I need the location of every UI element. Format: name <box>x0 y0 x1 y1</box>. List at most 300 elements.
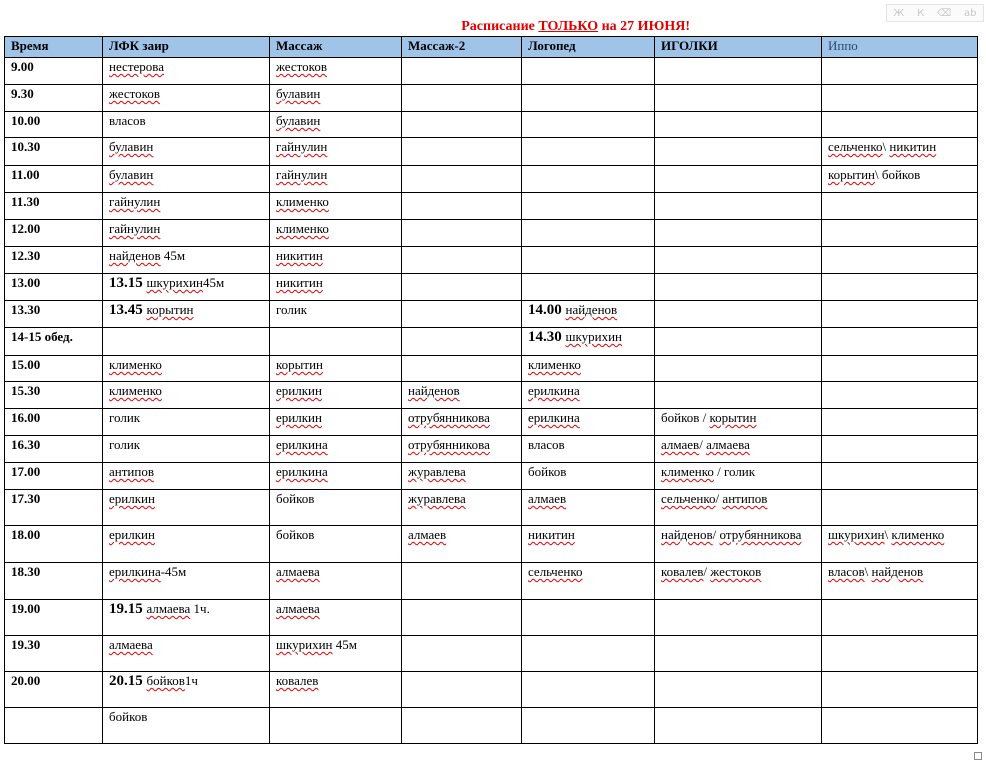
schedule-cell[interactable] <box>522 526 655 563</box>
schedule-cell[interactable] <box>103 490 270 526</box>
schedule-cell[interactable] <box>402 274 522 301</box>
cell-text: клименко <box>661 464 714 479</box>
cell-text: ерилкина <box>109 564 161 579</box>
schedule-cell[interactable] <box>270 301 402 328</box>
time-cell[interactable]: 17.00 <box>5 463 103 490</box>
title-highlight: ТОЛЬКО <box>538 19 599 34</box>
schedule-cell[interactable] <box>655 409 822 436</box>
schedule-cell[interactable] <box>270 563 402 600</box>
schedule-cell[interactable] <box>103 112 270 138</box>
table-row <box>5 563 978 600</box>
column-header[interactable]: Массаж <box>270 37 402 58</box>
schedule-cell[interactable] <box>103 193 270 220</box>
time-cell[interactable]: 16.30 <box>5 436 103 463</box>
schedule-cell[interactable] <box>270 436 402 463</box>
schedule-cell[interactable] <box>402 636 522 672</box>
schedule-cell[interactable] <box>402 409 522 436</box>
time-cell[interactable]: 10.30 <box>5 138 103 166</box>
cell-text: ерилкина <box>276 464 328 479</box>
cell-text: алмаева <box>706 437 750 452</box>
schedule-body <box>5 58 978 744</box>
schedule-cell[interactable] <box>270 112 402 138</box>
schedule-cell[interactable] <box>402 526 522 563</box>
cell-text: никитин <box>889 139 937 154</box>
schedule-cell[interactable] <box>402 166 522 193</box>
cell-text: \ <box>884 527 892 542</box>
column-header[interactable]: Логопед <box>522 37 655 58</box>
cell-text: клименко <box>276 221 329 236</box>
schedule-cell[interactable] <box>270 708 402 744</box>
schedule-cell[interactable] <box>270 636 402 672</box>
schedule-cell[interactable] <box>402 490 522 526</box>
cell-text: шкурихин <box>828 527 885 542</box>
cell-text: 13.45 <box>109 302 147 318</box>
schedule-cell[interactable] <box>103 600 270 636</box>
cell-text: булавин <box>109 167 154 182</box>
cell-text: клименко <box>891 527 945 542</box>
table-row <box>5 58 978 85</box>
cell-text: / <box>703 564 711 579</box>
schedule-cell[interactable] <box>103 220 270 247</box>
table-row <box>5 247 978 274</box>
schedule-cell[interactable] <box>655 636 822 672</box>
cell-text: отрубянникова <box>408 437 490 452</box>
schedule-cell[interactable] <box>522 490 655 526</box>
schedule-cell[interactable] <box>103 356 270 382</box>
schedule-cell[interactable] <box>655 301 822 328</box>
time-cell[interactable]: 18.00 <box>5 526 103 563</box>
schedule-cell[interactable] <box>655 356 822 382</box>
cell-text: гайнулин <box>276 167 328 182</box>
schedule-cell[interactable] <box>822 526 978 563</box>
schedule-cell[interactable] <box>103 526 270 563</box>
schedule-cell[interactable] <box>103 409 270 436</box>
schedule-cell[interactable] <box>822 600 978 636</box>
schedule-cell[interactable] <box>822 409 978 436</box>
schedule-cell[interactable] <box>822 112 978 138</box>
cell-text: корытин <box>276 357 323 372</box>
schedule-cell[interactable] <box>270 138 402 166</box>
column-header[interactable]: ЛФК заир <box>103 37 270 58</box>
schedule-cell[interactable] <box>402 600 522 636</box>
table-row <box>5 274 978 301</box>
cell-text: голик <box>276 302 308 317</box>
cell-text: клименко <box>109 357 162 372</box>
schedule-cell[interactable] <box>270 166 402 193</box>
schedule-cell[interactable] <box>103 138 270 166</box>
time-cell[interactable]: 20.00 <box>5 672 103 708</box>
table-row <box>5 112 978 138</box>
cell-text: алмаев <box>528 491 567 506</box>
time-cell[interactable]: 15.00 <box>5 356 103 382</box>
cell-text: никитин <box>528 527 575 542</box>
table-row <box>5 672 978 708</box>
schedule-cell[interactable] <box>270 490 402 526</box>
cell-text: гайнулин <box>276 139 328 154</box>
cell-text: корытин <box>828 167 875 182</box>
time-cell[interactable]: 19.30 <box>5 636 103 672</box>
cell-text: 1ч <box>184 673 198 688</box>
cell-text: 1ч. <box>190 601 210 616</box>
schedule-cell[interactable] <box>822 193 978 220</box>
cell-text: 45м <box>203 275 225 290</box>
schedule-cell[interactable] <box>822 636 978 672</box>
schedule-cell[interactable] <box>270 220 402 247</box>
schedule-cell[interactable] <box>270 328 402 356</box>
schedule-cell[interactable] <box>103 463 270 490</box>
schedule-cell[interactable] <box>402 436 522 463</box>
cell-text: найденов <box>109 248 161 263</box>
table-row <box>5 328 978 356</box>
table-row <box>5 220 978 247</box>
cell-text: жестоков <box>710 564 762 579</box>
schedule-cell[interactable] <box>522 708 655 744</box>
cell-text: 13.15 <box>109 275 147 291</box>
cell-text: антипов <box>109 464 154 479</box>
schedule-cell[interactable] <box>270 193 402 220</box>
schedule-cell[interactable] <box>822 490 978 526</box>
cell-text: бойков <box>146 673 185 688</box>
schedule-cell[interactable] <box>402 563 522 600</box>
cell-text: алмаева <box>146 601 191 616</box>
cell-text: 20.15 <box>109 673 147 689</box>
schedule-cell[interactable] <box>270 526 402 563</box>
cell-text: ерилкина <box>276 437 328 452</box>
cell-text: 14.30 <box>528 329 566 345</box>
time-cell[interactable]: 19.00 <box>5 600 103 636</box>
schedule-cell[interactable] <box>522 563 655 600</box>
schedule-cell[interactable] <box>522 85 655 112</box>
table-resize-handle[interactable] <box>974 752 982 760</box>
cell-text: ерилкина <box>528 410 580 425</box>
time-cell[interactable]: 10.00 <box>5 112 103 138</box>
schedule-cell[interactable] <box>103 563 270 600</box>
time-cell[interactable]: 16.00 <box>5 409 103 436</box>
cell-text: \ <box>864 564 872 579</box>
schedule-cell[interactable] <box>270 382 402 409</box>
schedule-cell[interactable] <box>522 600 655 636</box>
schedule-cell[interactable] <box>103 436 270 463</box>
cell-text: найденов <box>661 527 713 542</box>
cell-text: ерилкин <box>109 527 155 542</box>
schedule-cell[interactable] <box>402 193 522 220</box>
schedule-cell[interactable] <box>822 672 978 708</box>
bold-icon[interactable]: Ж <box>893 7 905 19</box>
schedule-cell[interactable] <box>103 247 270 274</box>
cell-text: гайнулин <box>109 221 161 236</box>
schedule-cell[interactable] <box>103 708 270 744</box>
schedule-cell[interactable] <box>822 708 978 744</box>
cell-text: ерилкин <box>109 491 155 506</box>
table-row <box>5 409 978 436</box>
schedule-cell[interactable] <box>822 138 978 166</box>
schedule-cell[interactable] <box>822 328 978 356</box>
header-row <box>5 37 978 58</box>
schedule-cell[interactable] <box>655 193 822 220</box>
schedule-cell[interactable] <box>522 636 655 672</box>
table-row <box>5 526 978 563</box>
time-cell[interactable]: 17.30 <box>5 490 103 526</box>
schedule-cell[interactable] <box>270 247 402 274</box>
schedule-cell[interactable] <box>655 672 822 708</box>
cell-text: шкурихин <box>276 637 333 652</box>
table-row <box>5 463 978 490</box>
table-row <box>5 600 978 636</box>
cell-text: отрубянникова <box>719 527 802 542</box>
cell-text: / <box>712 527 720 542</box>
cell-text: гайнулин <box>109 194 161 209</box>
schedule-cell[interactable] <box>822 85 978 112</box>
cell-text: 19.15 <box>109 601 147 617</box>
cell-text: \ <box>882 139 890 154</box>
cell-text: бойков <box>276 491 315 506</box>
column-header[interactable]: ИГОЛКИ <box>655 37 822 58</box>
cell-text: булавин <box>109 139 154 154</box>
schedule-cell[interactable] <box>655 463 822 490</box>
cell-text: нестерова <box>109 59 165 74</box>
cell-text: ковалев <box>661 564 704 579</box>
schedule-cell[interactable] <box>655 563 822 600</box>
schedule-cell[interactable] <box>655 490 822 526</box>
schedule-cell[interactable] <box>522 274 655 301</box>
cell-text: журавлева <box>408 491 466 506</box>
cell-text: булавин <box>276 113 321 128</box>
schedule-cell[interactable] <box>103 636 270 672</box>
cell-text: антипов <box>722 491 768 506</box>
schedule-cell[interactable] <box>402 247 522 274</box>
time-cell[interactable]: 12.30 <box>5 247 103 274</box>
time-cell[interactable]: 9.00 <box>5 58 103 85</box>
schedule-cell[interactable] <box>522 328 655 356</box>
column-header[interactable]: Время <box>5 37 103 58</box>
schedule-cell[interactable] <box>270 85 402 112</box>
schedule-cell[interactable] <box>522 301 655 328</box>
cell-text: \ бойков <box>875 167 921 182</box>
cell-text: алмаев <box>661 437 700 452</box>
schedule-cell[interactable] <box>655 58 822 85</box>
table-row <box>5 708 978 744</box>
schedule-cell[interactable] <box>822 301 978 328</box>
time-cell[interactable]: 13.00 <box>5 274 103 301</box>
highlight-icon[interactable]: ab <box>964 7 977 19</box>
schedule-cell[interactable] <box>822 247 978 274</box>
cell-text: сельченко <box>528 564 583 579</box>
cell-text: бойков <box>276 527 315 542</box>
schedule-cell[interactable] <box>522 436 655 463</box>
cell-text: власов <box>828 564 865 579</box>
schedule-cell[interactable] <box>655 382 822 409</box>
schedule-cell[interactable] <box>270 274 402 301</box>
schedule-cell[interactable] <box>402 301 522 328</box>
cell-text: найденов <box>408 383 460 398</box>
schedule-cell[interactable] <box>270 672 402 708</box>
cell-text: отрубянникова <box>408 410 490 425</box>
schedule-cell[interactable] <box>822 563 978 600</box>
cell-text: бойков <box>109 709 148 724</box>
schedule-cell[interactable] <box>103 166 270 193</box>
schedule-cell[interactable] <box>822 463 978 490</box>
schedule-cell[interactable] <box>655 166 822 193</box>
schedule-cell[interactable] <box>103 328 270 356</box>
schedule-cell[interactable] <box>402 708 522 744</box>
table-row <box>5 85 978 112</box>
schedule-cell[interactable] <box>822 356 978 382</box>
schedule-cell[interactable] <box>822 436 978 463</box>
schedule-cell[interactable] <box>655 600 822 636</box>
cell-text: найденов <box>871 564 924 579</box>
cell-text: голик <box>109 410 141 425</box>
column-header[interactable]: Массаж-2 <box>402 37 522 58</box>
schedule-cell[interactable] <box>655 328 822 356</box>
schedule-cell[interactable] <box>402 58 522 85</box>
cell-text: булавин <box>276 86 321 101</box>
cell-text: ерилкин <box>276 410 322 425</box>
schedule-cell[interactable] <box>522 356 655 382</box>
cell-text: клименко <box>276 194 329 209</box>
schedule-cell[interactable] <box>103 672 270 708</box>
cell-text: алмаева <box>109 637 153 652</box>
cell-text: ковалев <box>276 673 319 688</box>
schedule-cell[interactable] <box>402 672 522 708</box>
title-prefix: Расписание <box>461 19 539 34</box>
cell-text: алмаева <box>276 601 320 616</box>
cell-text: шкурихин <box>146 275 204 290</box>
schedule-cell[interactable] <box>402 112 522 138</box>
cell-text: власов <box>109 113 146 128</box>
title-suffix: на 27 ИЮНЯ! <box>598 19 690 34</box>
cell-text: корытин <box>709 410 757 425</box>
schedule-cell[interactable] <box>522 672 655 708</box>
schedule-cell[interactable] <box>522 58 655 85</box>
schedule-cell[interactable] <box>270 409 402 436</box>
table-row <box>5 138 978 166</box>
cell-text: -45м <box>160 564 187 579</box>
schedule-cell[interactable] <box>270 356 402 382</box>
table-row <box>5 382 978 409</box>
schedule-cell[interactable] <box>655 112 822 138</box>
schedule-cell[interactable] <box>822 220 978 247</box>
cell-text: ерилкина <box>528 383 580 398</box>
time-cell[interactable] <box>5 708 103 744</box>
cell-text: никитин <box>276 275 323 290</box>
italic-icon[interactable]: К <box>917 7 925 19</box>
schedule-cell[interactable] <box>402 220 522 247</box>
schedule-cell[interactable] <box>822 166 978 193</box>
schedule-cell[interactable] <box>103 382 270 409</box>
schedule-cell[interactable] <box>522 112 655 138</box>
table-row <box>5 356 978 382</box>
schedule-cell[interactable] <box>402 85 522 112</box>
schedule-cell[interactable] <box>402 138 522 166</box>
schedule-cell[interactable] <box>103 274 270 301</box>
time-cell[interactable]: 13.30 <box>5 301 103 328</box>
time-cell[interactable]: 11.30 <box>5 193 103 220</box>
cell-text: никитин <box>276 248 323 263</box>
schedule-cell[interactable] <box>822 58 978 85</box>
schedule-cell[interactable] <box>822 382 978 409</box>
table-row <box>5 301 978 328</box>
cell-text: жестоков <box>276 59 327 74</box>
schedule-cell[interactable] <box>655 436 822 463</box>
time-cell[interactable]: 15.30 <box>5 382 103 409</box>
cell-text: сельченко <box>828 139 883 154</box>
schedule-table <box>4 36 978 744</box>
table-row <box>5 166 978 193</box>
schedule-cell[interactable] <box>402 382 522 409</box>
schedule-cell[interactable] <box>822 274 978 301</box>
cell-text: сельченко <box>661 491 716 506</box>
schedule-cell[interactable] <box>270 600 402 636</box>
schedule-cell[interactable] <box>522 247 655 274</box>
cell-text: алмаева <box>276 564 320 579</box>
schedule-cell[interactable] <box>522 166 655 193</box>
schedule-cell[interactable] <box>522 463 655 490</box>
schedule-cell[interactable] <box>655 85 822 112</box>
cell-text: власов <box>528 437 565 452</box>
schedule-cell[interactable] <box>522 138 655 166</box>
cell-text: корытин <box>146 302 194 317</box>
time-cell[interactable]: 18.30 <box>5 563 103 600</box>
cell-text: 14.00 <box>528 302 566 318</box>
cell-text: голик <box>109 437 141 452</box>
cell-text: бойков / <box>661 410 710 425</box>
schedule-cell[interactable] <box>103 301 270 328</box>
time-cell[interactable]: 9.30 <box>5 85 103 112</box>
schedule-cell[interactable] <box>402 328 522 356</box>
cell-text: / <box>699 437 707 452</box>
schedule-cell[interactable] <box>270 463 402 490</box>
column-header[interactable]: Иппо <box>822 37 978 58</box>
eraser-icon[interactable]: ⌫ <box>937 7 952 19</box>
table-row <box>5 436 978 463</box>
schedule-cell[interactable] <box>655 247 822 274</box>
table-row <box>5 490 978 526</box>
schedule-cell[interactable] <box>655 274 822 301</box>
schedule-cell[interactable] <box>103 58 270 85</box>
cell-text: шкурихин <box>565 329 623 344</box>
cell-text: / <box>715 491 723 506</box>
schedule-cell[interactable] <box>522 382 655 409</box>
cell-text: ерилкин <box>276 383 322 398</box>
cell-text: бойков <box>528 464 567 479</box>
cell-text: / голик <box>713 464 756 479</box>
schedule-cell[interactable] <box>103 85 270 112</box>
cell-text: клименко <box>109 383 162 398</box>
schedule-cell[interactable] <box>522 409 655 436</box>
time-cell[interactable]: 11.00 <box>5 166 103 193</box>
page-title <box>0 18 986 36</box>
table-row <box>5 636 978 672</box>
schedule-cell[interactable] <box>522 193 655 220</box>
cell-text: 45м <box>160 248 186 263</box>
time-cell[interactable]: 12.00 <box>5 220 103 247</box>
schedule-cell[interactable] <box>402 356 522 382</box>
schedule-cell[interactable] <box>402 463 522 490</box>
schedule-cell[interactable] <box>655 526 822 563</box>
schedule-cell[interactable] <box>522 220 655 247</box>
schedule-cell[interactable] <box>655 220 822 247</box>
cell-text: алмаев <box>408 527 447 542</box>
schedule-cell[interactable] <box>655 708 822 744</box>
schedule-cell[interactable] <box>655 138 822 166</box>
cell-text: жестоков <box>109 86 160 101</box>
schedule-cell[interactable] <box>270 58 402 85</box>
time-cell[interactable]: 14-15 обед. <box>5 328 103 356</box>
cell-text: клименко <box>528 357 581 372</box>
cell-text: 45м <box>332 637 357 652</box>
cell-text: журавлева <box>408 464 466 479</box>
table-row <box>5 193 978 220</box>
